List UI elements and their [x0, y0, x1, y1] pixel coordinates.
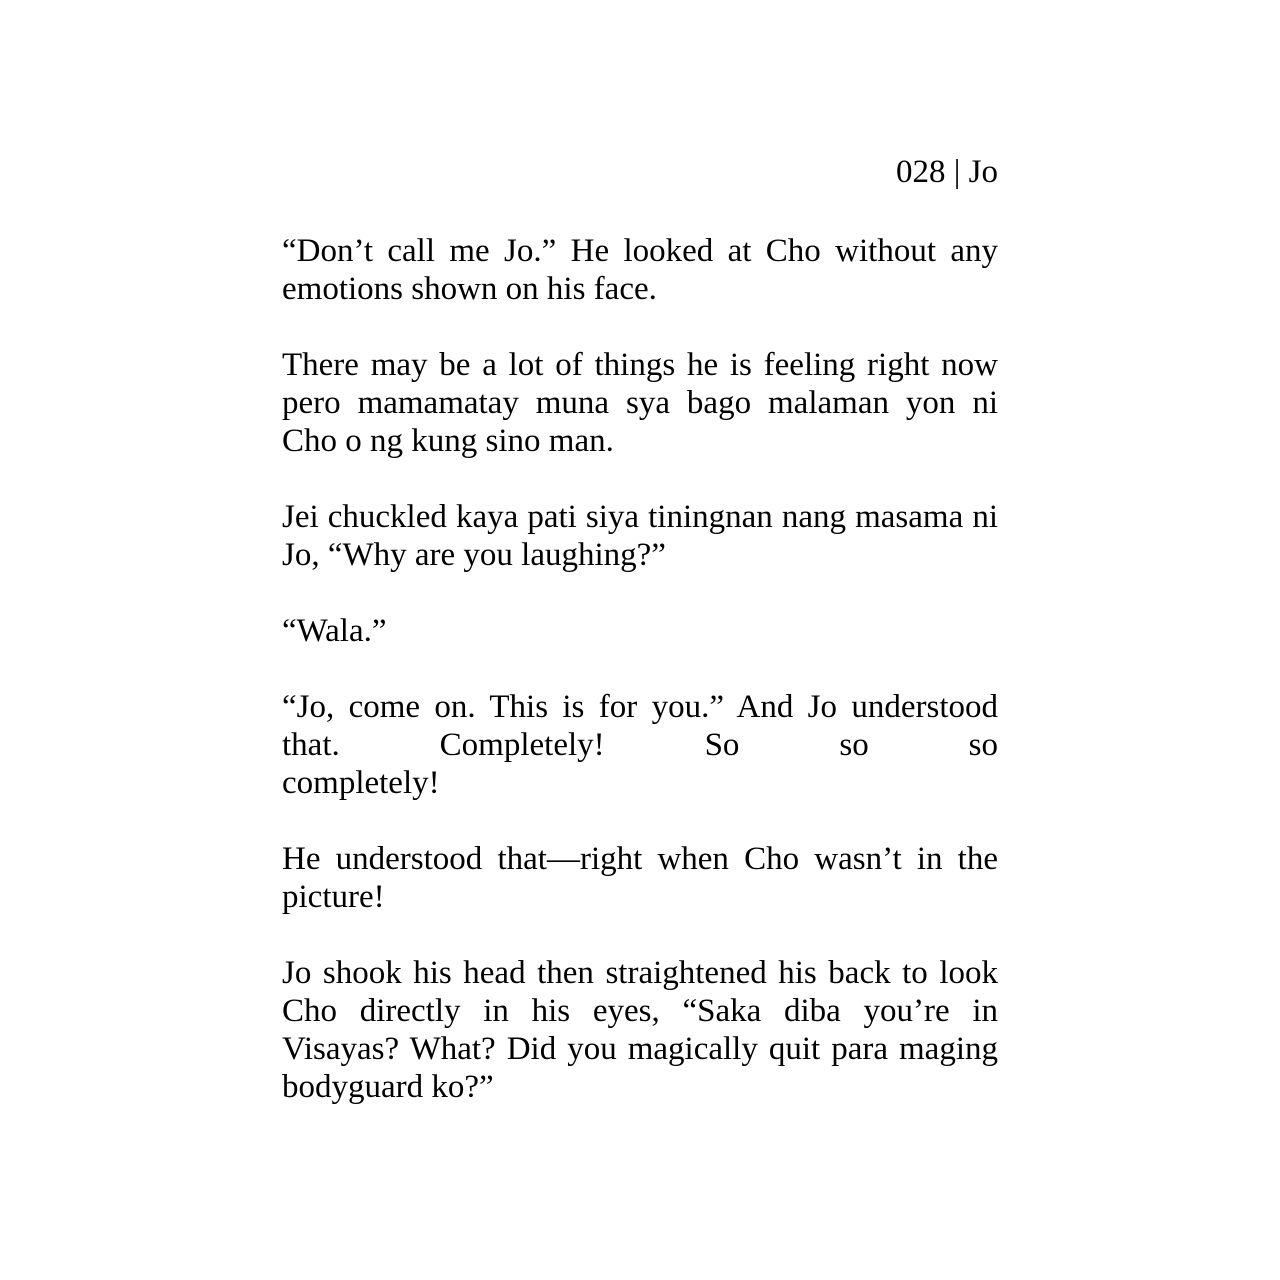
paragraph-3: Jei chuckled kaya pati siya tiningnan nang masama ni Jo, “Why are you laughing?”: [282, 499, 998, 573]
paragraph-1: “Don’t call me Jo.” He looked at Cho without any emotions shown on his face.: [282, 233, 998, 307]
chapter-header: 028 | Jo: [896, 154, 998, 190]
paragraph-7: Jo shook his head then straightened his back to look Cho directly in his eyes, “Saka diba you’re in Visayas? What? Did you magically quit para maging bodyguard ko?”: [282, 955, 998, 1105]
paragraph-5-text: “Jo, come on. This is for you.” And Jo understood that. Completely! So so so: [282, 689, 998, 763]
paragraph-5: [282, 688, 998, 802]
document-page: [282, 150, 998, 1144]
paragraph-5-end: completely!: [282, 765, 440, 801]
paragraph-4: “Wala.”: [282, 613, 387, 649]
paragraph-6: He understood that—right when Cho wasn’t in the picture!: [282, 841, 998, 915]
paragraph-2: There may be a lot of things he is feeling right now pero mamamatay muna sya bago malaman yon ni Cho o ng kung sino man.: [282, 347, 998, 459]
